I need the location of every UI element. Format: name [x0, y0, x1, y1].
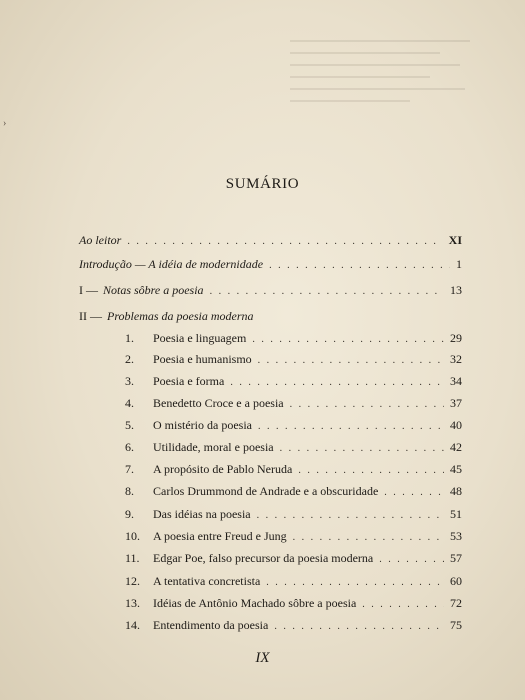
dot-leader	[258, 421, 444, 432]
toc-entry-label	[153, 418, 252, 433]
toc-entry-label	[79, 309, 254, 324]
toc-entry-title: Utilidade, moral e poesia	[153, 440, 274, 454]
toc-entry-page: 40	[450, 418, 462, 432]
toc-entry-page: 29	[450, 331, 462, 345]
toc-entry-number: 3.	[125, 374, 134, 388]
toc-entry-title: Poesia e linguagem	[153, 331, 247, 345]
toc-entry-title: A poesia entre Freud e Jung	[153, 529, 287, 543]
toc-entry-title: Introdução — A idéia de modernidade	[79, 257, 264, 271]
toc-entry-label	[153, 352, 252, 367]
toc-entry-label	[153, 462, 292, 477]
dot-leader	[269, 260, 450, 271]
toc-entry	[79, 283, 462, 298]
toc-entry-number: 6.	[125, 440, 134, 454]
toc-entry-page: 32	[450, 352, 462, 366]
toc-entry	[125, 462, 462, 477]
dot-leader	[258, 355, 444, 366]
toc-entry-number: 14.	[125, 618, 140, 632]
toc-entry-number: 1.	[125, 331, 134, 345]
toc-entry-label	[153, 529, 287, 544]
dot-leader	[274, 621, 444, 632]
margin-mark: ›	[3, 118, 7, 129]
toc-entry-page: 45	[450, 462, 462, 476]
toc-entry-number: II —	[79, 309, 102, 323]
toc-entry	[125, 507, 462, 522]
toc-entry	[125, 440, 462, 455]
toc-entry-number: 10.	[125, 529, 140, 543]
toc-entry-label	[153, 596, 356, 611]
toc-entry-title: Idéias de Antônio Machado sôbre a poesia	[153, 596, 357, 610]
toc-entry-number: I —	[79, 283, 98, 297]
toc-entry-title: A tentativa concretista	[153, 574, 261, 588]
toc-entry-page: 1	[456, 257, 462, 271]
toc-entry-page: 72	[450, 596, 462, 610]
toc-entry-page: 60	[450, 574, 462, 588]
toc-entry-number: 4.	[125, 396, 134, 410]
dot-leader	[379, 554, 444, 565]
show-through-text	[290, 30, 490, 150]
toc-entry-title: Poesia e humanismo	[153, 352, 252, 366]
page-title: SUMÁRIO	[225, 176, 300, 192]
toc-entry	[125, 396, 462, 411]
toc-entry	[125, 574, 462, 589]
toc-entry-page: 48	[450, 484, 462, 498]
toc-entry-label	[79, 233, 121, 248]
toc-entry-page: 42	[450, 440, 462, 454]
dot-leader	[257, 510, 444, 521]
toc-entry-page: 75	[450, 618, 462, 632]
toc-entry-title: Das idéias na poesia	[153, 507, 251, 521]
toc-entry-page: 53	[450, 529, 462, 543]
toc-entry-label	[153, 484, 378, 499]
dot-leader	[290, 399, 444, 410]
toc-entry	[125, 529, 462, 544]
toc-entry	[79, 257, 462, 272]
toc-entry-page: 37	[450, 396, 462, 410]
toc-entry	[125, 551, 462, 566]
toc-entry-number: 12.	[125, 574, 140, 588]
toc-entry-page: 51	[450, 507, 462, 521]
toc-entry-title: Edgar Poe, falso precursor da poesia moderna	[153, 551, 374, 565]
toc-entry-label	[153, 574, 260, 589]
toc-entry-title: O mistério da poesia	[153, 418, 252, 432]
toc-entry	[125, 374, 462, 389]
toc-entry	[125, 352, 462, 367]
toc-entry-number: 9.	[125, 507, 134, 521]
toc-entry	[79, 233, 462, 248]
toc-entry-label	[153, 331, 246, 346]
toc-entry-label	[153, 396, 284, 411]
toc-entry	[125, 618, 462, 633]
toc-entry	[125, 484, 462, 499]
dot-leader	[293, 532, 444, 543]
toc-entry	[79, 309, 462, 324]
toc-entry-label	[153, 618, 268, 633]
toc-entry-number: 8.	[125, 484, 134, 498]
toc-entry-label	[153, 440, 274, 455]
toc-entry-number: 7.	[125, 462, 134, 476]
toc-entry-title: Benedetto Croce e a poesia	[153, 396, 284, 410]
toc-entry	[125, 331, 462, 346]
toc-entry-title: A propósito de Pablo Neruda	[153, 462, 293, 476]
toc-entry-number: 5.	[125, 418, 134, 432]
toc-entry-page: 57	[450, 551, 462, 565]
toc-entry-title: Carlos Drummond de Andrade e a obscuridade	[153, 484, 379, 498]
toc-entry-title: Notas sôbre a poesia	[103, 283, 204, 297]
toc-entry-page: XI	[448, 233, 462, 247]
dot-leader	[362, 599, 444, 610]
toc-entry-label	[153, 374, 224, 389]
toc-entry-number: 13.	[125, 596, 140, 610]
toc-entry-label	[79, 257, 263, 272]
page-number: IX	[255, 650, 270, 666]
dot-leader	[252, 334, 444, 345]
dot-leader	[230, 377, 444, 388]
toc-entry-title: Problemas da poesia moderna	[107, 309, 254, 323]
dot-leader	[298, 465, 444, 476]
toc-entry-title: Poesia e forma	[153, 374, 225, 388]
dot-leader	[384, 487, 444, 498]
dot-leader	[280, 443, 444, 454]
toc-entry-label	[153, 551, 373, 566]
dot-leader	[210, 286, 444, 297]
toc-entry	[125, 596, 462, 611]
toc-entry-label	[79, 283, 204, 298]
dot-leader	[127, 236, 442, 247]
toc-entry-title: Entendimento da poesia	[153, 618, 269, 632]
toc-entry-page: 34	[450, 374, 462, 388]
toc-entry	[125, 418, 462, 433]
toc-entry-number: 2.	[125, 352, 134, 366]
toc-entry-page: 13	[450, 283, 462, 297]
toc-entry-title: Ao leitor	[79, 233, 122, 247]
toc-entry-number: 11.	[125, 551, 140, 565]
toc-entry-label	[153, 507, 251, 522]
dot-leader	[266, 577, 444, 588]
